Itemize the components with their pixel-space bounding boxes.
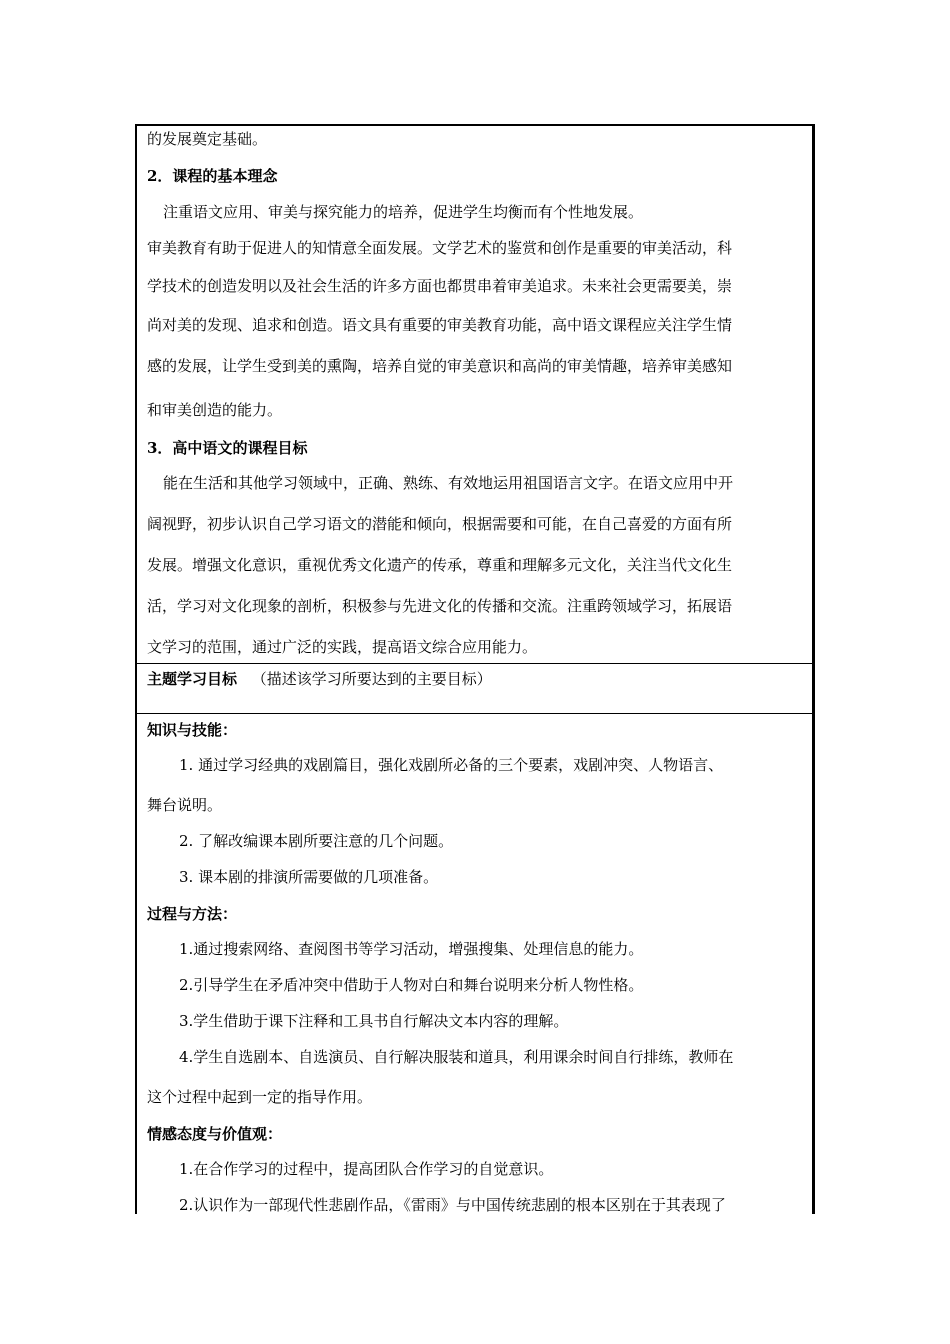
emotion-item: 1.在合作学习的过程中，提高团队合作学习的自觉意识。 — [179, 1160, 554, 1178]
heading-basic-concept: 2．课程的基本理念 — [147, 167, 278, 185]
knowledge-item: 舞台说明。 — [147, 796, 223, 814]
knowledge-heading: 知识与技能： — [147, 721, 238, 739]
process-item: 4.学生自选剧本、自选演员、自行解决服装和道具，利用课余时间自行排练，教师在 — [179, 1048, 734, 1066]
content-table — [135, 124, 815, 1214]
concept-line: 尚对美的发现、追求和创造。语文具有重要的审美教育功能，高中语文课程应关注学生情 — [147, 316, 733, 334]
theme-goal-note: （描述该学习所要达到的主要目标） — [251, 670, 492, 688]
process-item: 3.学生借助于课下注释和工具书自行解决文本内容的理解。 — [179, 1012, 569, 1030]
concept-intro: 注重语文应用、审美与探究能力的培养，促进学生均衡而有个性地发展。 — [163, 203, 644, 221]
curriculum-cell — [137, 126, 812, 663]
heading-course-goal: 3．高中语文的课程目标 — [147, 439, 308, 457]
process-item: 这个过程中起到一定的指导作用。 — [147, 1088, 373, 1106]
concept-line: 感的发展，让学生受到美的熏陶，培养自觉的审美意识和高尚的审美情趣，培养审美感知 — [147, 357, 733, 375]
emotion-item: 2.认识作为一部现代性悲剧作品，《雷雨》与中国传统悲剧的根本区别在于其表现了 — [179, 1196, 726, 1214]
process-item: 2.引导学生在矛盾冲突中借助于人物对白和舞台说明来分析人物性格。 — [179, 976, 644, 994]
theme-goal-header-cell — [137, 663, 812, 713]
process-heading: 过程与方法： — [147, 905, 238, 923]
theme-goal-header — [147, 669, 492, 689]
process-item: 1.通过搜索网络、查阅图书等学习活动，增强搜集、处理信息的能力。 — [179, 940, 644, 958]
concept-line: 和审美创造的能力。 — [147, 401, 283, 419]
goal-line: 活，学习对文化现象的剖析，积极参与先进文化的传播和交流。注重跨领域学习，拓展语 — [147, 597, 733, 615]
goal-line: 阔视野，初步认识自己学习语文的潜能和倾向，根据需要和可能，在自己喜爱的方面有所 — [147, 515, 733, 533]
knowledge-item: 1. 通过学习经典的戏剧篇目，强化戏剧所必备的三个要素，戏剧冲突、人物语言、 — [179, 756, 724, 774]
theme-goal-label: 主题学习目标 — [147, 670, 238, 688]
concept-line: 审美教育有助于促进人的知情意全面发展。文学艺术的鉴赏和创作是重要的审美活动，科 — [147, 239, 733, 257]
text-line: 的发展奠定基础。 — [147, 130, 268, 148]
knowledge-item: 3. 课本剧的排演所需要做的几项准备。 — [179, 868, 439, 886]
goal-line: 发展。增强文化意识，重视优秀文化遗产的传承，尊重和理解多元文化，关注当代文化生 — [147, 556, 733, 574]
emotion-heading: 情感态度与价值观： — [147, 1125, 283, 1143]
goals-detail-cell — [137, 713, 812, 1216]
goal-line: 能在生活和其他学习领域中，正确、熟练、有效地运用祖国语言文字。在语文应用中开 — [163, 474, 734, 492]
knowledge-item: 2. 了解改编课本剧所要注意的几个问题。 — [179, 832, 454, 850]
goal-line: 文学习的范围，通过广泛的实践，提高语文综合应用能力。 — [147, 638, 538, 656]
concept-line: 学技术的创造发明以及社会生活的许多方面也都贯串着审美追求。未来社会更需要美，崇 — [147, 277, 733, 295]
